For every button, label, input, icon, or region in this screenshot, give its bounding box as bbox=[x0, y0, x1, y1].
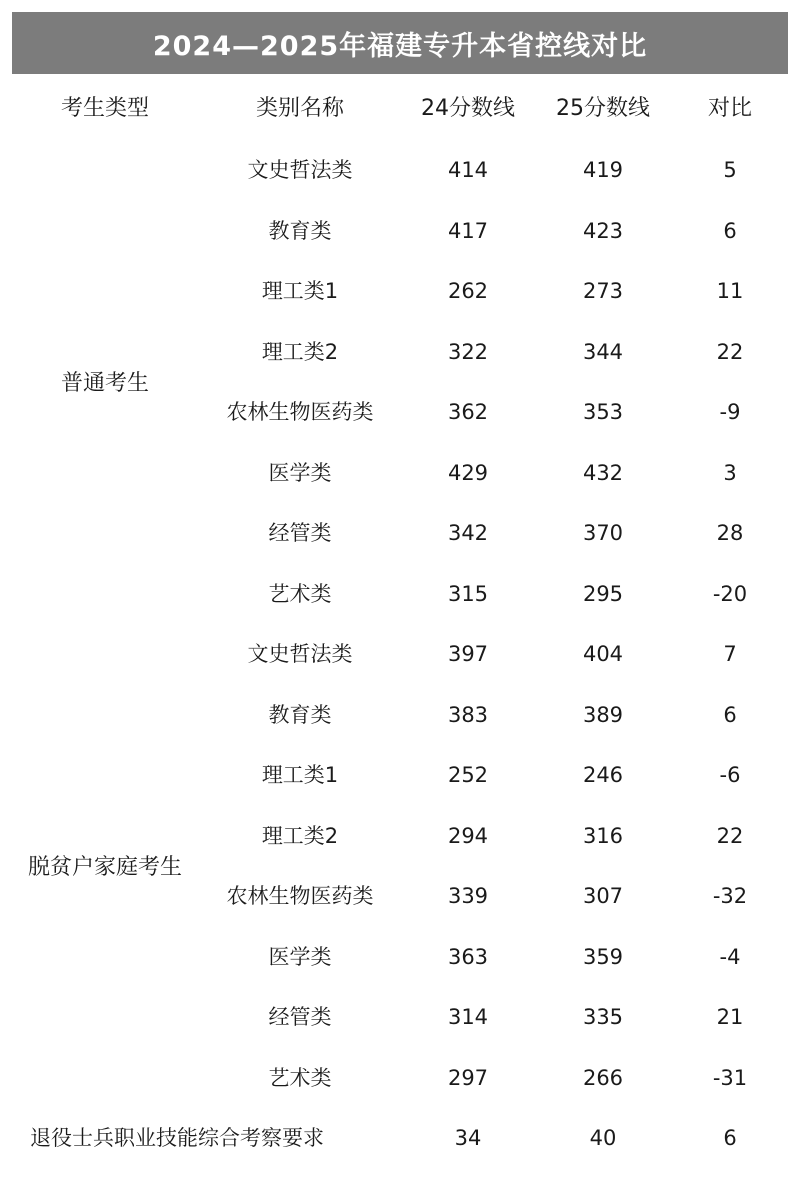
veteran-2025-score: 40 bbox=[589, 1126, 617, 1150]
comparison-cell: -31 bbox=[712, 1065, 748, 1090]
comparison-cell: 3 bbox=[723, 460, 737, 485]
comparison-cell: 22 bbox=[716, 823, 744, 848]
header-category: 类别名称 bbox=[255, 96, 344, 121]
header-exam-type: 考生类型 bbox=[60, 96, 149, 121]
score-2024-cell: 429 bbox=[447, 460, 489, 485]
category-cell: 医学类 bbox=[268, 460, 332, 485]
comparison-cell: 6 bbox=[723, 218, 737, 243]
category-cell: 教育类 bbox=[268, 702, 332, 727]
score-2025-cell: 404 bbox=[582, 642, 624, 666]
comparison-cell: 22 bbox=[716, 339, 744, 364]
score-2024-cell: 322 bbox=[447, 339, 489, 364]
score-2025-cell: 359 bbox=[582, 944, 624, 969]
veteran-exam-type: 退役士兵职业技能综合考察要求 bbox=[30, 1126, 324, 1150]
score-2024-cell: 397 bbox=[447, 642, 489, 666]
category-cell: 农林生物医药类 bbox=[226, 884, 374, 908]
category-cell: 理工类2 bbox=[261, 823, 339, 848]
header-comparison: 对比 bbox=[707, 96, 752, 121]
score-2024-cell: 262 bbox=[447, 279, 489, 303]
score-2025-cell: 353 bbox=[582, 400, 624, 424]
score-2024-cell: 414 bbox=[447, 158, 489, 182]
score-2025-cell: 335 bbox=[582, 1005, 624, 1029]
comparison-cell: 7 bbox=[723, 642, 737, 666]
category-cell: 理工类1 bbox=[261, 763, 339, 787]
score-2025-cell: 389 bbox=[582, 702, 624, 727]
score-2024-cell: 362 bbox=[447, 400, 489, 424]
score-2025-cell: 266 bbox=[582, 1065, 624, 1090]
score-2024-cell: 417 bbox=[447, 218, 489, 243]
score-2025-cell: 344 bbox=[582, 339, 624, 364]
score-2025-cell: 316 bbox=[582, 823, 624, 848]
comparison-cell: -20 bbox=[712, 581, 748, 606]
group-exam-type: 普通考生 bbox=[60, 371, 149, 396]
score-2024-cell: 252 bbox=[447, 763, 489, 787]
page-title: 2024—2025年福建专升本省控线对比 bbox=[12, 12, 788, 74]
score-2024-cell: 315 bbox=[447, 581, 489, 606]
header-2025-score: 25分数线 bbox=[556, 96, 650, 121]
veteran-2024-score: 34 bbox=[454, 1126, 482, 1150]
category-cell: 理工类2 bbox=[261, 339, 339, 364]
comparison-cell: 11 bbox=[716, 279, 744, 303]
category-cell: 医学类 bbox=[268, 944, 332, 969]
group-exam-type: 脱贫户家庭考生 bbox=[27, 855, 182, 880]
score-2024-cell: 297 bbox=[447, 1065, 489, 1090]
category-cell: 艺术类 bbox=[268, 1065, 332, 1090]
comparison-cell: 21 bbox=[716, 1005, 744, 1029]
category-cell: 经管类 bbox=[268, 521, 332, 545]
category-cell: 教育类 bbox=[268, 218, 332, 243]
score-2025-cell: 295 bbox=[582, 581, 624, 606]
comparison-cell: 5 bbox=[723, 158, 737, 182]
score-2025-cell: 432 bbox=[582, 460, 624, 485]
category-cell: 经管类 bbox=[268, 1005, 332, 1029]
category-cell: 艺术类 bbox=[268, 581, 332, 606]
comparison-cell: -9 bbox=[719, 400, 741, 424]
comparison-cell: -6 bbox=[719, 763, 741, 787]
score-2025-cell: 419 bbox=[582, 158, 624, 182]
comparison-cell: 6 bbox=[723, 702, 737, 727]
category-cell: 理工类1 bbox=[261, 279, 339, 303]
comparison-cell: 28 bbox=[716, 521, 744, 545]
category-cell: 文史哲法类 bbox=[247, 158, 353, 182]
score-2024-cell: 363 bbox=[447, 944, 489, 969]
score-2024-cell: 342 bbox=[447, 521, 489, 545]
veteran-comparison: 6 bbox=[723, 1126, 737, 1150]
score-2024-cell: 339 bbox=[447, 884, 489, 908]
category-cell: 文史哲法类 bbox=[247, 642, 353, 666]
score-2025-cell: 246 bbox=[582, 763, 624, 787]
score-2025-cell: 370 bbox=[582, 521, 624, 545]
header-2024-score: 24分数线 bbox=[421, 96, 515, 121]
score-2025-cell: 423 bbox=[582, 218, 624, 243]
score-2024-cell: 383 bbox=[447, 702, 489, 727]
comparison-cell: -32 bbox=[712, 884, 748, 908]
score-2025-cell: 307 bbox=[582, 884, 624, 908]
category-cell: 农林生物医药类 bbox=[226, 400, 374, 424]
score-2025-cell: 273 bbox=[582, 279, 624, 303]
comparison-cell: -4 bbox=[719, 944, 741, 969]
score-2024-cell: 294 bbox=[447, 823, 489, 848]
score-2024-cell: 314 bbox=[447, 1005, 489, 1029]
